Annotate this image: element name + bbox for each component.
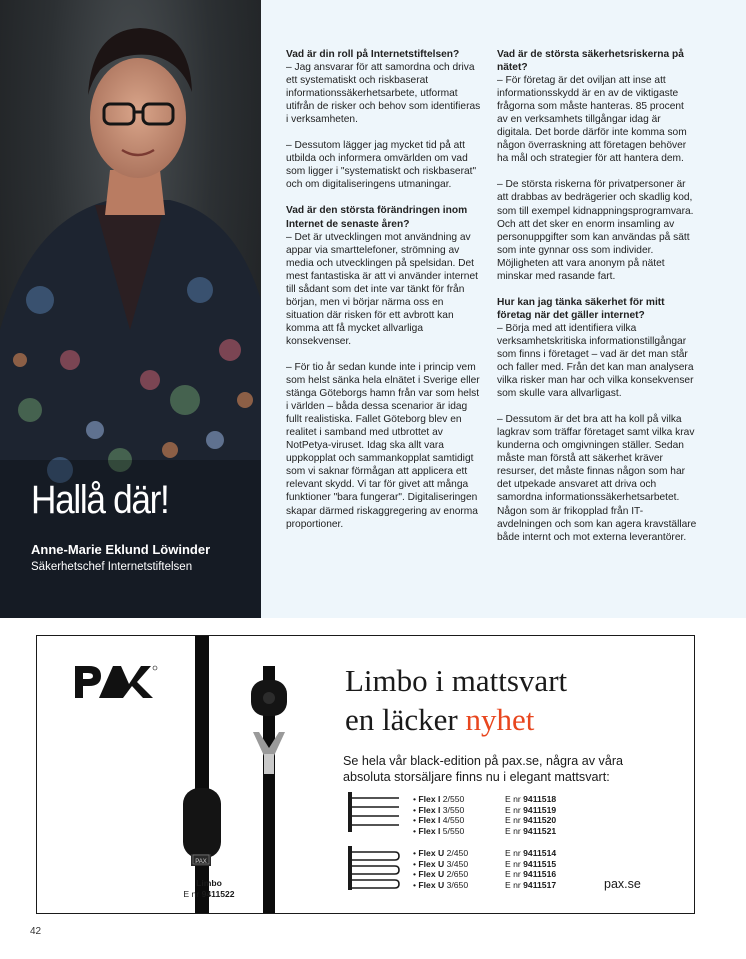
ad-title xyxy=(345,661,567,739)
article-column-2 xyxy=(497,48,697,557)
product-row: • Flex U 2/450 E nr 9411514 xyxy=(413,848,557,858)
limbo-label xyxy=(159,878,259,899)
answer: – Det är utvecklingen mot användning av appar via smarttelefoner, strömning av media och utvecklingen på spelsidan. Det mest fantastiska är att vi använder internet till sådant som det inte var tänkt för från början, men vi börjar närma oss en situation där risken för ett avbrott kan komma att få mycket allvarliga konsekvenser. xyxy=(286,231,478,347)
headline: Hallå där! xyxy=(31,478,169,522)
product-row: • Flex U 2/650 E nr 9411516 xyxy=(413,869,557,880)
answer: – För företag är det oviljan att inse att informationsskydd är en av de viktigaste frågorna som måste hanteras. 85 procent av en verksamhets tillgångar idag är digitala. Det borde därför inte komma som någon överraskning att företagen behöver ha mål och strategier för att hantera dem. xyxy=(497,75,687,165)
answer-paragraph: – De största riskerna för privatpersoner är att drabbas av bedrägerier och skadlig kod, som till exempel kidnappningsprogramvara. Och att det sker en enorm insamling av personuppgifter som kan användas på sätt som inte gynnar oss som individer. Möjligheten att vara anonym på nätet minskar med rasande fart. xyxy=(497,179,694,282)
portrait-photo xyxy=(0,0,261,618)
flex-u-list xyxy=(413,848,556,891)
answer: – Jag ansvarar för att samordna och driva ett systematiskt och riskbaserat informationssäkerhetsarbete, utformat utifrån de risker och behov som identifieras i verksamheten. xyxy=(286,62,481,126)
question: Hur kan jag tänka säkerhet för mitt företag när det gäller internet? xyxy=(497,296,665,321)
limbo-enr: E nr 9411522 xyxy=(183,888,235,899)
product-row: • Flex I 3/550 E nr 9411519 xyxy=(413,804,557,815)
pax-advertisement xyxy=(36,635,695,914)
limbo-name: Limbo xyxy=(196,878,222,888)
product-row: • Flex I 2/550 E nr 9411518 xyxy=(413,794,557,804)
product-row: • Flex U 3/650 E nr 9411517 xyxy=(413,880,557,891)
qa-block xyxy=(497,296,697,400)
ad-title-line-2: en läcker nyhet xyxy=(345,702,535,737)
question: Vad är din roll på Internetstiftelsen? xyxy=(286,49,460,60)
website-link[interactable]: pax.se xyxy=(604,877,641,891)
question: Vad är de största säkerhetsriskerna på nätet? xyxy=(497,49,684,74)
portrait-illustration xyxy=(0,0,261,618)
question: Vad är den största förändringen inom Internet de senaste åren? xyxy=(286,205,468,230)
answer-paragraph: – Dessutom är det bra att ha koll på vilka lagkrav som träffar företaget samt vilka krav kunderna och omgivningen ställer. Sedan måste man förstå att säkerhet kräver resurser, det måste finnas någon som har det utpekade ansvaret att driva och samordna informationssäkerhetsarbetet. Någon som är frikopplad från IT-avdelningen och som kan agera kravställare både internt och mot externa leverantörer. xyxy=(497,414,697,543)
person-name: Anne-Marie Eklund Löwinder xyxy=(31,542,211,557)
answer-paragraph: – Dessutom lägger jag mycket tid på att utbilda och informera omvärlden om vad som ligger i "systematiskt och riskbaserat" och om digitaliseringens utmaningar. xyxy=(286,140,477,191)
article-column-1 xyxy=(286,48,482,544)
ad-title-line-1: Limbo i mattsvart xyxy=(345,663,568,698)
flex-i-list xyxy=(413,794,556,837)
product-row: • Flex U 3/450 E nr 9411515 xyxy=(413,858,557,869)
person-title: Säkerhetschef Internetstiftelsen xyxy=(31,561,193,573)
product-row: • Flex I 4/550 E nr 9411520 xyxy=(413,815,557,826)
handle-label: PAX xyxy=(195,859,207,865)
flex-u-rail-icon xyxy=(345,846,401,890)
qa-block xyxy=(286,204,482,348)
qa-block xyxy=(497,48,697,165)
pax-logo-mark xyxy=(73,664,159,700)
ad-subtitle: Se hela vår black-edition på pax.se, några av våra absoluta storsäljare finns nu i elegant mattsvart: xyxy=(343,754,624,784)
page-number: 42 xyxy=(30,926,42,937)
flex-i-rail-icon xyxy=(345,792,401,832)
qa-block xyxy=(286,48,482,126)
ad-title-highlight: nyhet xyxy=(465,702,535,737)
pax-logo xyxy=(73,664,159,705)
limbo-product-illustration xyxy=(167,636,307,914)
product-row: • Flex I 5/550 E nr 9411521 xyxy=(413,826,557,837)
answer: – Börja med att identifiera vilka verksamhetskritiska informationstillgångar som finns i företaget – vad är det man står och faller med. Från det kan man analysera vilka risker man har och vilka konsekvenser som skulle vara allvarligast. xyxy=(497,322,694,400)
answer-paragraph: – För tio år sedan kunde inte i princip vem som helst sänka hela elnätet i Sverige eller stänga Göteborgs hamn från var som helst i världen – båda dessa scenarior är idag fullt realistiska. Fallet Göteborg blev en realitet i samband med utbrottet av NotPetya-viruset. Idag ska allt vara uppkopplat och sammankopplat samtidigt som vi saknar förmågan att applicera ett relevant skydd. Vi tar för givet att många funktioner "bara fungerar". Digitaliseringen skapar därmed riskaggregering av enorma proportioner. xyxy=(286,361,480,530)
